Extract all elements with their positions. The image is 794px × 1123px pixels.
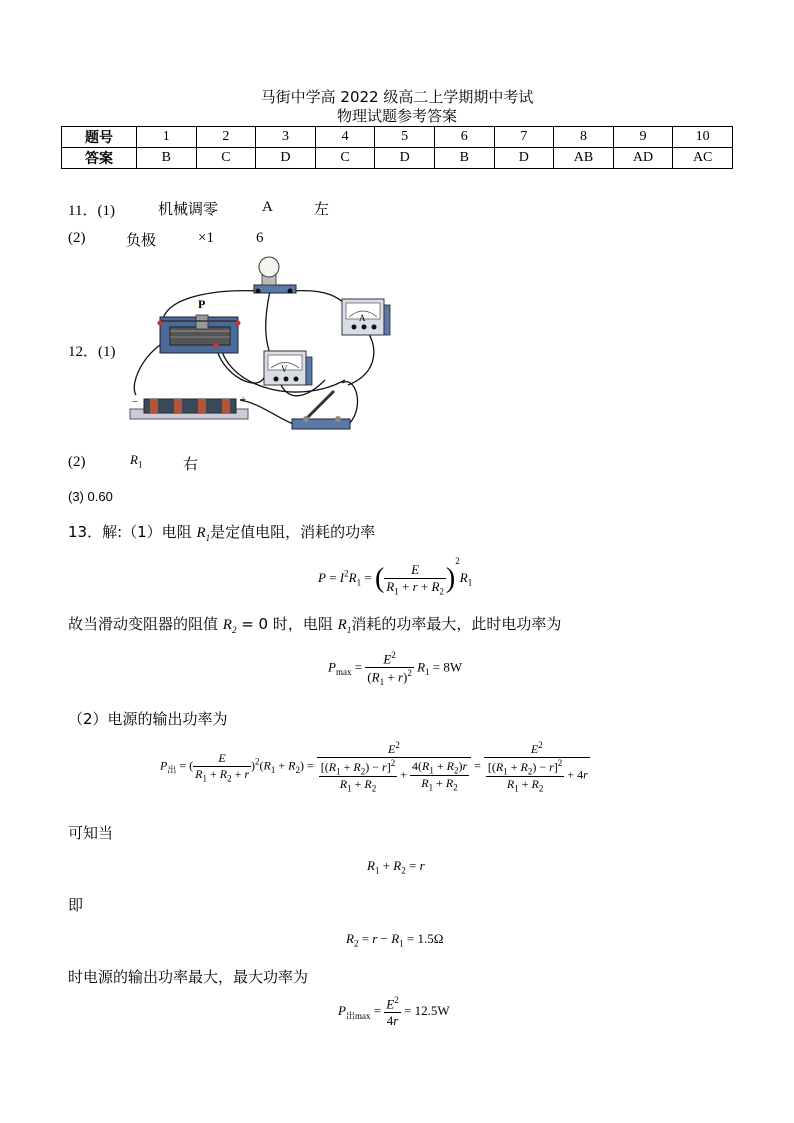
equation-max-power: $P_{max}$ = $\frac{E^2}{(R_1 + r)^2}$ $R_1 = 8W$: [328, 650, 463, 688]
q13-know: 可知当: [68, 824, 114, 842]
question-number-cell: 10: [673, 127, 733, 148]
answer-cell: AB: [554, 148, 614, 169]
light-bulb: [254, 257, 296, 294]
q12-part2-direction: 右: [183, 455, 199, 473]
ammeter: [342, 299, 390, 335]
question-number-cell: 5: [375, 127, 435, 148]
q13-line2-symbol-2: R: [337, 617, 347, 633]
q11-answer-4: 负极: [126, 231, 157, 249]
q13-intro-text: 13．解:（1）电阻: [68, 523, 197, 541]
equation-r2-value: $R_2 = r - R_1 = 1.5\Omega$: [346, 931, 444, 949]
equation-power-r1: $P = I^2R_1$ = ( $\frac{E}{R_1 + r + R_2}$ )$^2R_1$: [318, 556, 473, 597]
answer-cell: AC: [673, 148, 733, 169]
battery-pack: [130, 394, 248, 419]
wire: [348, 331, 374, 385]
r2-value: = 1.5Ω: [406, 931, 444, 946]
q13-line2-text-2: = 0 时，电阻: [236, 615, 338, 633]
q13-line2-symbol: R: [222, 617, 232, 633]
answer-cell: B: [137, 148, 197, 169]
circuit-diagram: [120, 255, 395, 435]
wire: [134, 345, 160, 395]
question-number-cell: 4: [315, 127, 375, 148]
question-number-cell: 2: [196, 127, 256, 148]
battery-negative-label: −: [132, 396, 139, 408]
q13-line2-subscript-2: 1: [346, 625, 352, 635]
max-output-value: = 12.5W: [404, 1003, 450, 1019]
question-number-cell: 7: [494, 127, 554, 148]
q13-intro-subscript: 1: [205, 533, 211, 543]
wire: [342, 382, 358, 423]
q11-part2-label: (2): [68, 230, 86, 246]
answer-cell: C: [315, 148, 375, 169]
q13-line2: [68, 613, 561, 635]
document-subtitle: 物理试题参考答案: [336, 107, 457, 125]
q12-part2-label: (2): [68, 454, 86, 470]
table-header-cell: 答案: [62, 148, 137, 169]
voltmeter: [264, 351, 312, 385]
switch: [292, 391, 350, 429]
question-number-cell: 9: [613, 127, 673, 148]
q13-part2: （2）电源的输出功率为: [68, 710, 228, 728]
q13-intro: [68, 521, 375, 543]
q13-line2-text-3: 消耗的功率最大，此时电功率为: [351, 615, 562, 633]
table-row: [62, 127, 733, 148]
q12-label: 12．(1): [68, 344, 116, 360]
answer-cell: B: [434, 148, 494, 169]
q12-part2-symbol: [130, 452, 142, 470]
answer-cell: D: [256, 148, 316, 169]
q11-answer-5: ×1: [198, 230, 214, 246]
ammeter-label: A: [359, 313, 366, 323]
q13-intro-symbol: R: [196, 525, 206, 541]
equation-condition: $R_1 + R_2 = r$: [367, 858, 425, 876]
table-row: [62, 148, 733, 169]
question-number-cell: 1: [137, 127, 197, 148]
q13-line2-subscript: 2: [231, 625, 237, 635]
q13-intro-text-2: 是定值电阻，消耗的功率: [210, 523, 376, 541]
answer-table: [61, 126, 733, 169]
q13-final: 时电源的输出功率最大，最大功率为: [68, 968, 309, 986]
equation-max-output: $P_{出max}$ = $\frac{E^2}{4r}$ = 12.5W: [338, 995, 450, 1029]
slider-label: P: [198, 297, 206, 311]
question-number-cell: 6: [434, 127, 494, 148]
q13-line2-text: 故当滑动变阻器的阻值: [68, 615, 223, 633]
q11-answer-3: 左: [314, 200, 330, 218]
battery-positive-label: +: [240, 394, 247, 406]
voltmeter-label: V: [281, 364, 288, 374]
resistor-symbol: R: [130, 452, 138, 467]
resistor-subscript: 1: [137, 459, 143, 470]
q13-ji: 即: [68, 896, 84, 914]
answer-cell: D: [375, 148, 435, 169]
table-header-cell: 题号: [62, 127, 137, 148]
equation-output-power: $P_出$ = ( $\frac{E}{R_1 + R_2 + r}$ )$^2(R_1 + R_2)$ = $E^2$ $\frac{[(R_1 + R_2) - r]^2}{R_1 + R_2}$ + $\frac{4(R_1 + R_2)r}{R_1 + R_2}$ = $E^2$ $\frac{[(R_1 + R_2) - r]^2}{R_1 + R_2}$ + 4r: [160, 740, 588, 794]
q11-answer-6: 6: [256, 230, 264, 246]
q11-label: 11．(1): [68, 203, 115, 219]
q11-answer-1: 机械调零: [158, 200, 219, 218]
document-title: 马街中学高 2022 级高二上学期期中考试: [260, 88, 534, 106]
q11-answer-2: A: [262, 199, 273, 215]
max-power-value: = 8W: [432, 659, 463, 675]
q12-part3: (3) 0.60: [68, 489, 113, 504]
answer-cell: C: [196, 148, 256, 169]
sliding-rheostat: [158, 297, 241, 353]
answer-cell: D: [494, 148, 554, 169]
question-number-cell: 8: [554, 127, 614, 148]
answer-cell: AD: [613, 148, 673, 169]
question-number-cell: 3: [256, 127, 316, 148]
